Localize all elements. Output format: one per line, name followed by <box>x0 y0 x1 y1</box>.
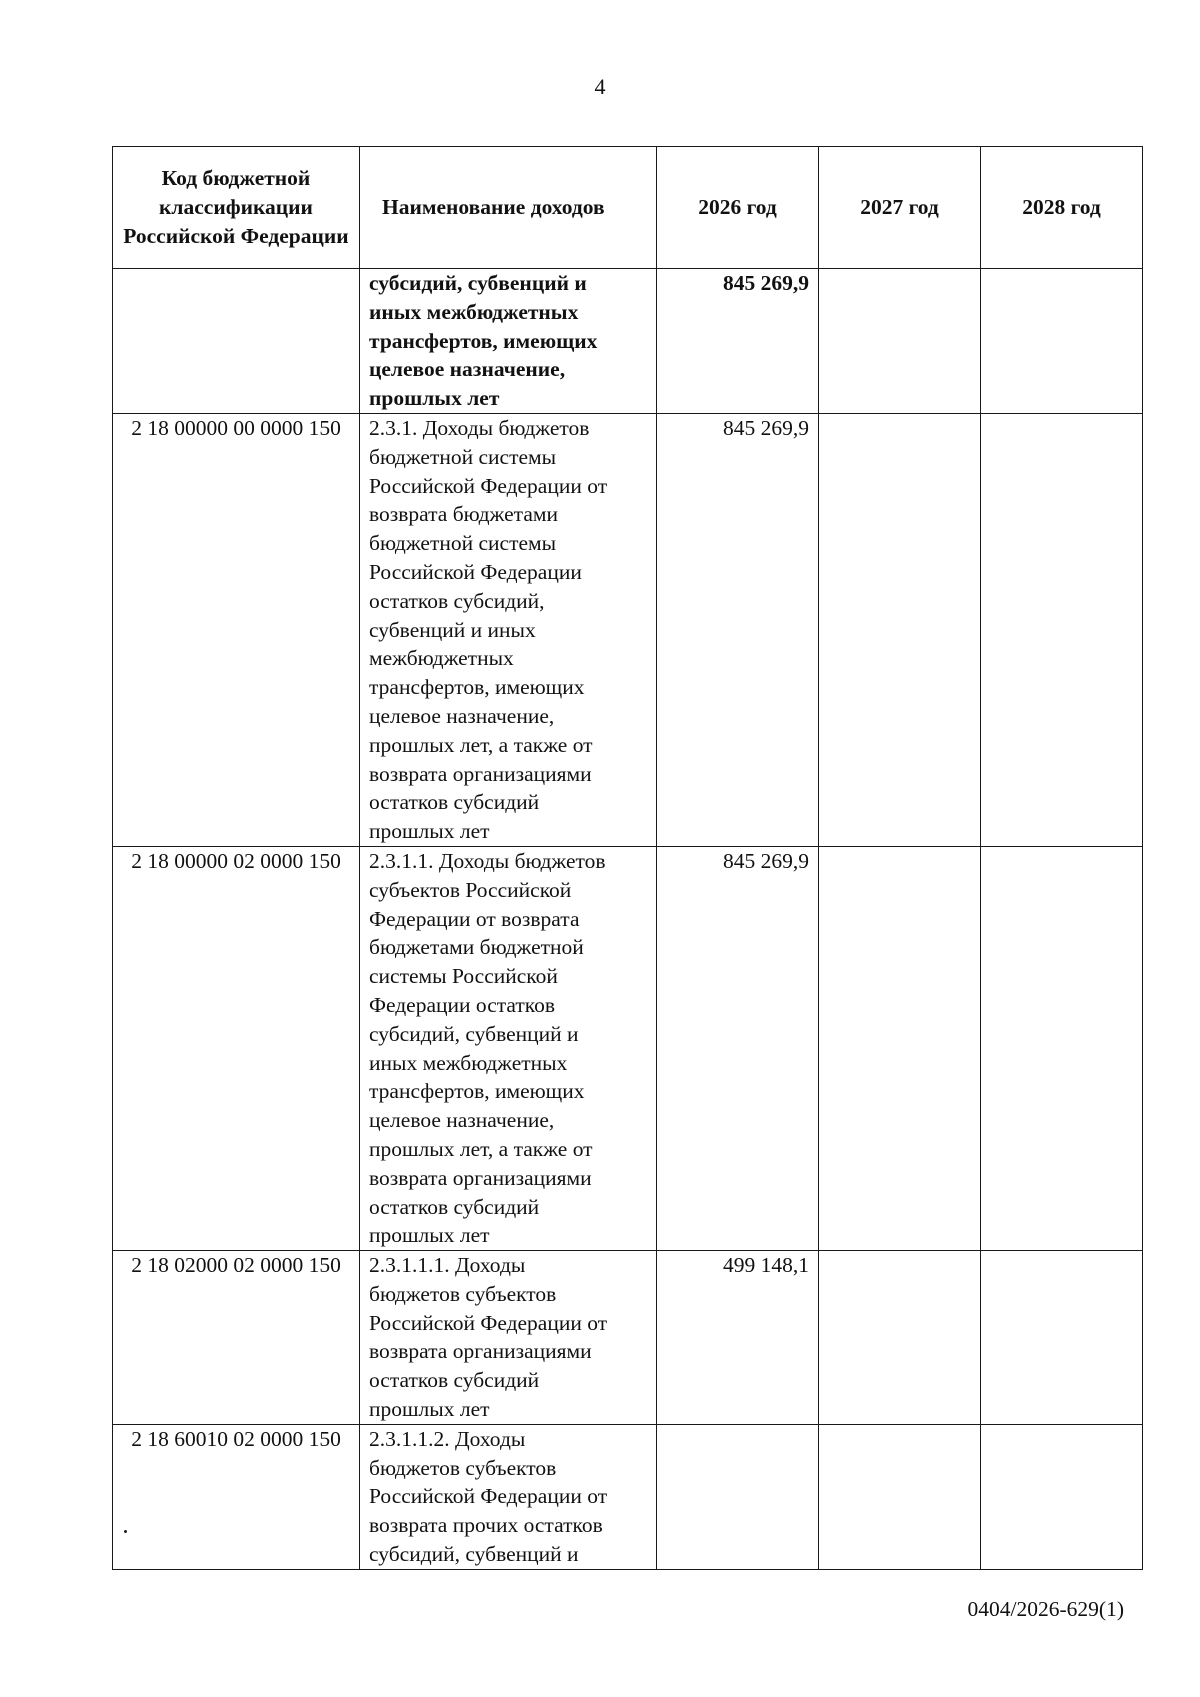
cell-name-line: прошлых лет, а также от <box>369 732 593 757</box>
cell-name <box>360 846 657 1250</box>
cell-name-line: субвенций и иных <box>369 617 536 642</box>
table-header <box>113 147 1143 269</box>
cell-name-line: субъектов Российской <box>369 877 572 902</box>
cell-name-line: остатков субсидий, <box>369 588 545 613</box>
cell-name-line: бюджетами бюджетной <box>369 935 584 960</box>
cell-name-line: остатков субсидий <box>369 1194 540 1219</box>
header-2026: 2026 год <box>657 147 819 269</box>
table-row <box>113 846 1143 1250</box>
cell-name-line: прошлых лет <box>369 1223 490 1248</box>
cell-name-line: Российской Федерации <box>369 559 582 584</box>
cell-name-line: 2.3.1. Доходы бюджетов <box>369 415 590 440</box>
cell-name-line: возврата бюджетами <box>369 502 558 527</box>
cell-name-line: остатков субсидий <box>369 790 540 815</box>
cell-name-line: иных межбюджетных <box>369 1050 568 1075</box>
cell-name-line: остатков субсидий <box>369 1368 540 1393</box>
cell-year-2028 <box>981 846 1143 1250</box>
cell-code <box>113 269 360 414</box>
table-row <box>113 269 1143 414</box>
cell-code: 2 18 00000 02 0000 150 <box>113 846 360 1250</box>
cell-code: 2 18 02000 02 0000 150 <box>113 1251 360 1425</box>
cell-name-line: Федерации от возврата <box>369 906 580 931</box>
cell-year-2027 <box>819 1251 981 1425</box>
cell-name-line: бюджетной системы <box>369 444 557 469</box>
cell-name-line: бюджетной системы <box>369 531 557 556</box>
cell-year-2028 <box>981 1251 1143 1425</box>
cell-year-2028 <box>981 1424 1143 1569</box>
page-number: 4 <box>594 74 606 99</box>
cell-name-line: прошлых лет <box>369 819 490 844</box>
cell-name <box>360 269 657 414</box>
cell-name <box>360 413 657 846</box>
cell-name-line: иных межбюджетных <box>369 299 579 324</box>
cell-name-line: целевое назначение, <box>369 1108 555 1133</box>
cell-name-line: Федерации остатков <box>369 992 556 1017</box>
header-2028: 2028 год <box>981 147 1143 269</box>
cell-name-line: бюджетов субъектов <box>369 1281 557 1306</box>
cell-name-line: 2.3.1.1.1. Доходы <box>369 1253 526 1278</box>
header-row <box>113 147 1143 269</box>
table-row <box>113 413 1143 846</box>
cell-name-line: бюджетов субъектов <box>369 1455 557 1480</box>
cell-name-line: субсидий, субвенций и <box>369 1021 579 1046</box>
cell-name <box>360 1251 657 1425</box>
table-row <box>113 1424 1143 1569</box>
cell-name-line: целевое назначение, <box>369 703 555 728</box>
cell-year-2027 <box>819 413 981 846</box>
cell-name-line: 2.3.1.1.2. Доходы <box>369 1426 526 1451</box>
document-number: 0404/2026-629(1) <box>967 1597 1124 1621</box>
cell-name <box>360 1424 657 1569</box>
scan-dot-mark <box>124 1530 127 1533</box>
cell-name-line: системы Российской <box>369 964 558 989</box>
cell-code: 2 18 60010 02 0000 150 <box>113 1424 360 1569</box>
cell-year-2027 <box>819 1424 981 1569</box>
cell-name-line: субсидий, субвенций и <box>369 271 587 295</box>
table-row <box>113 1251 1143 1425</box>
cell-code: 2 18 00000 00 0000 150 <box>113 413 360 846</box>
cell-year-2027 <box>819 269 981 414</box>
cell-year-2027 <box>819 846 981 1250</box>
table-body <box>113 269 1143 1570</box>
cell-year-2026: 499 148,1 <box>657 1251 819 1425</box>
cell-year-2028 <box>981 269 1143 414</box>
cell-year-2028 <box>981 413 1143 846</box>
cell-name-line: прошлых лет <box>369 386 500 411</box>
cell-name-line: прошлых лет, а также от <box>369 1136 593 1161</box>
cell-name-line: трансфертов, имеющих <box>369 675 585 700</box>
cell-name-line: возврата прочих остатков <box>369 1513 603 1538</box>
cell-year-2026: 845 269,9 <box>657 269 819 414</box>
cell-name-line: трансфертов, имеющих <box>369 1079 585 1104</box>
cell-name-line: 2.3.1.1. Доходы бюджетов <box>369 848 606 873</box>
header-name: Наименование доходов <box>360 147 657 269</box>
cell-name-line: Российской Федерации от <box>369 1310 608 1335</box>
cell-name-line: возврата организациями <box>369 761 592 786</box>
cell-name-line: прошлых лет <box>369 1397 490 1422</box>
cell-year-2026: 845 269,9 <box>657 846 819 1250</box>
cell-name-line: целевое назначение, <box>369 357 566 382</box>
header-code: Код бюджетной классификации Российской Федерации <box>113 147 360 269</box>
cell-name-line: трансфертов, имеющих <box>369 328 598 353</box>
cell-name-line: возврата организациями <box>369 1339 592 1364</box>
cell-name-line: Российской Федерации от <box>369 473 608 498</box>
cell-name-line: возврата организациями <box>369 1165 592 1190</box>
cell-name-line: субсидий, субвенций и <box>369 1542 579 1567</box>
cell-name-line: Российской Федерации от <box>369 1484 608 1509</box>
header-2027: 2027 год <box>819 147 981 269</box>
budget-table <box>112 146 1143 1570</box>
cell-name-line: межбюджетных <box>369 646 514 671</box>
cell-year-2026: 845 269,9 <box>657 413 819 846</box>
cell-year-2026 <box>657 1424 819 1569</box>
